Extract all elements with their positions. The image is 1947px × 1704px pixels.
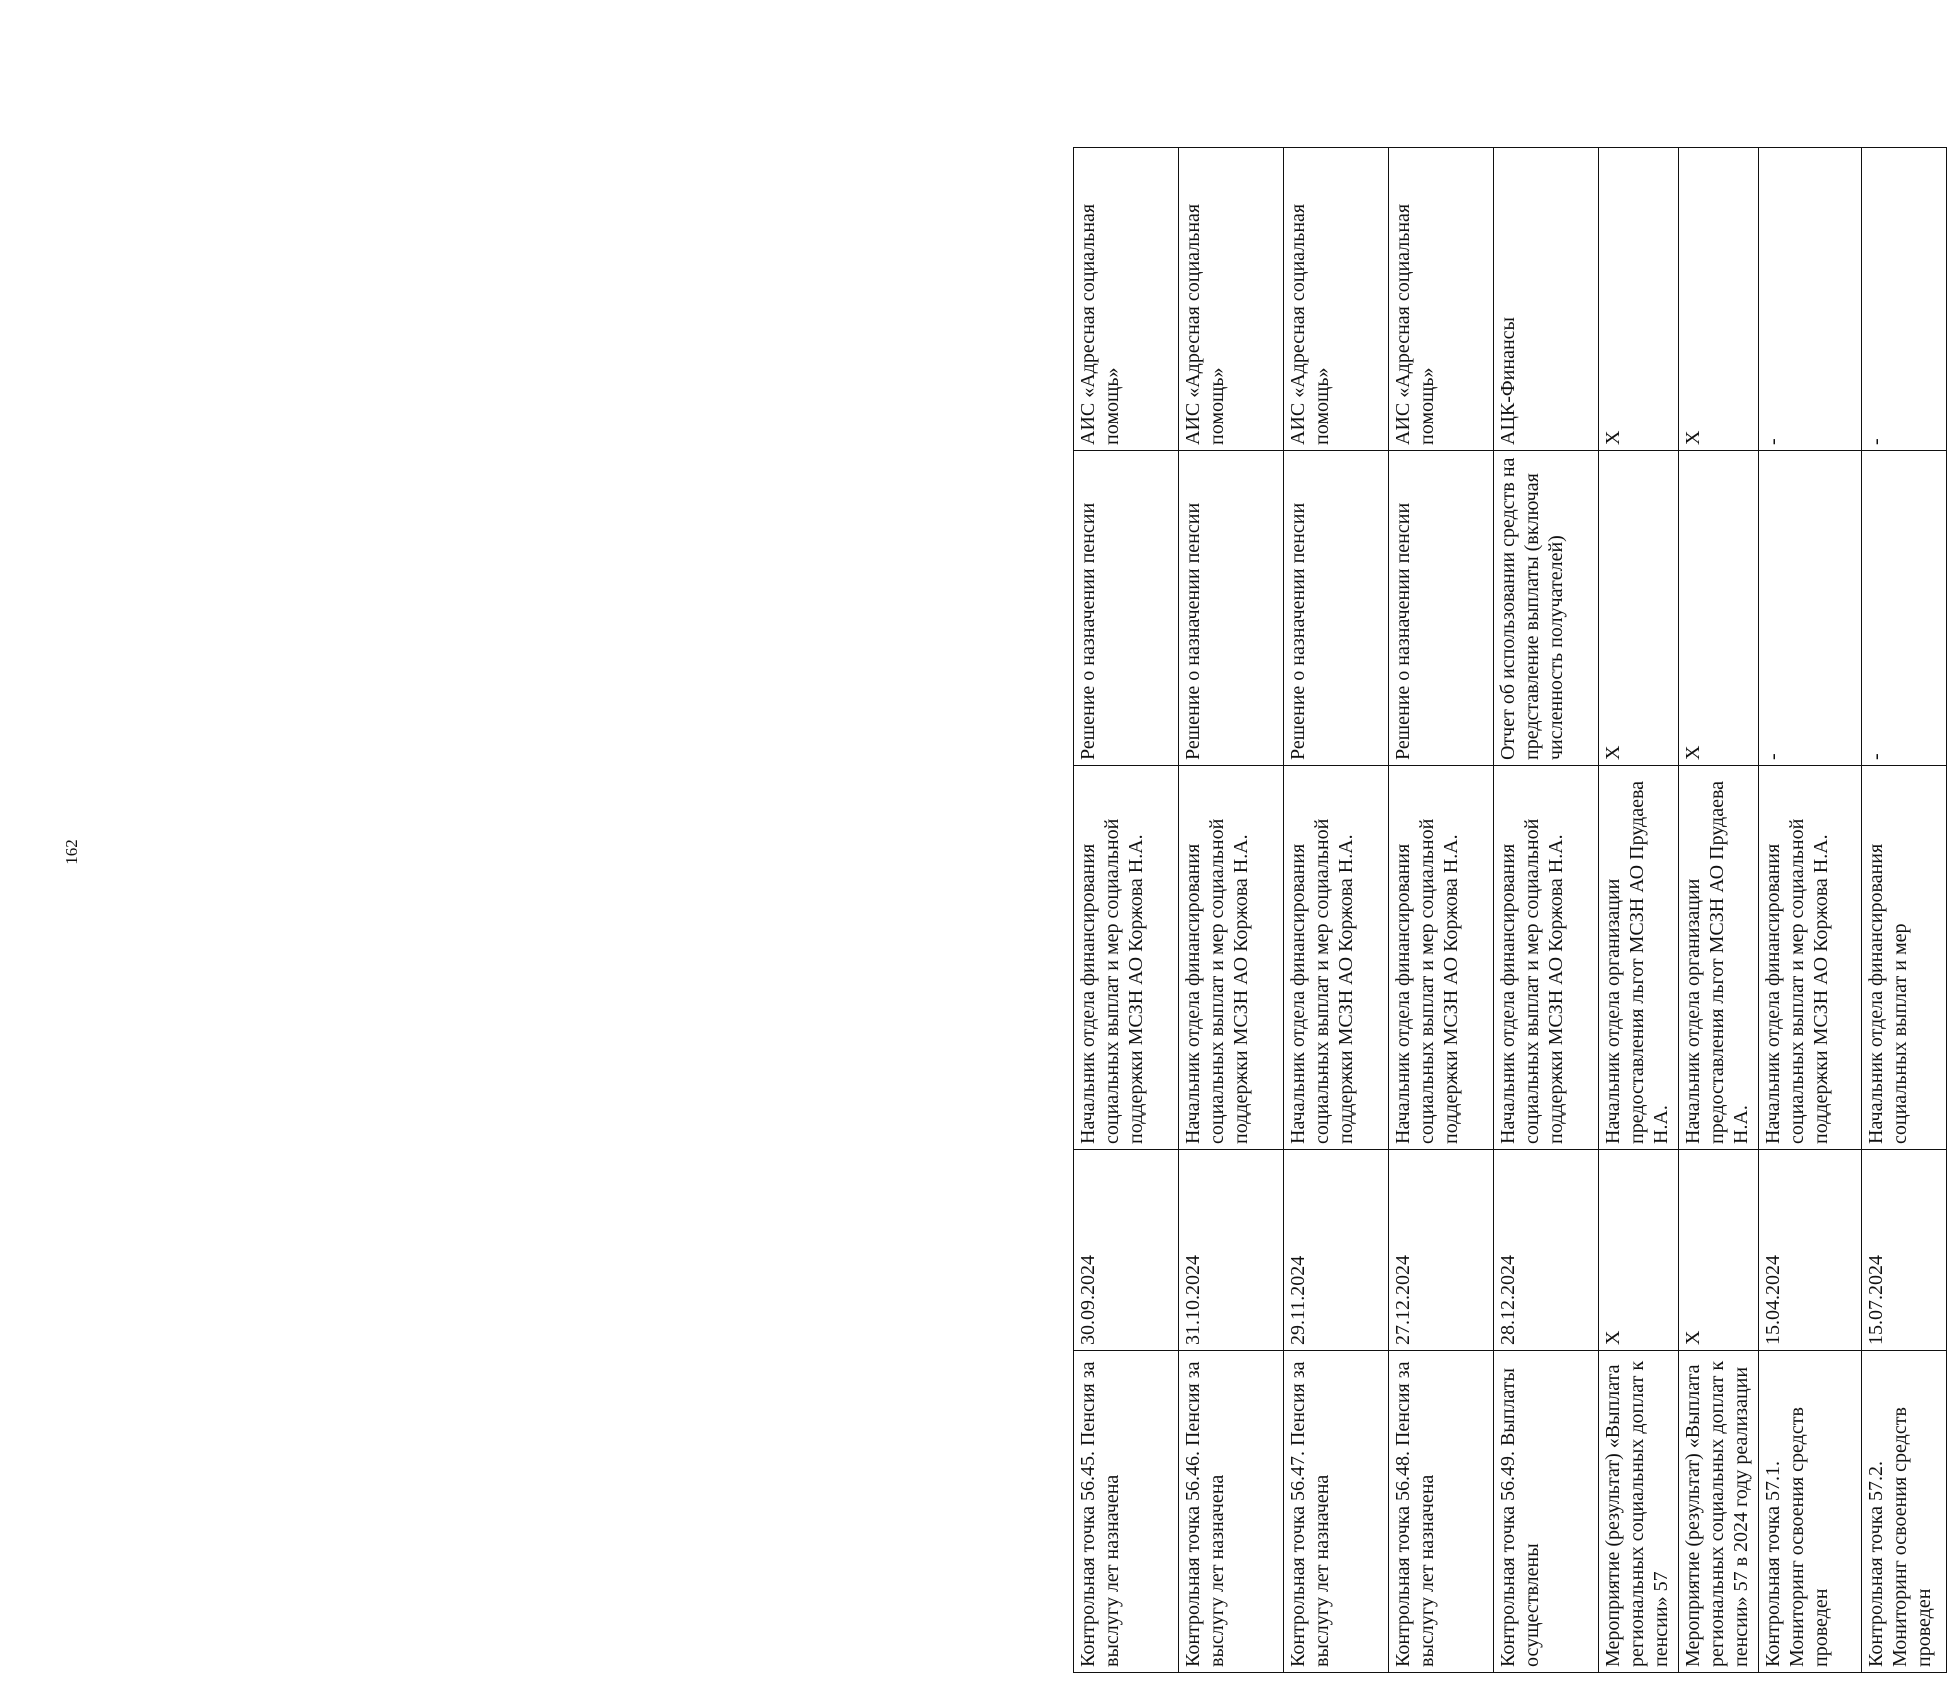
cell-document: - — [1759, 451, 1862, 766]
cell-responsible: Начальник отдела финансирования социальных выплат и мер социальной поддержки МСЗН АО Коржова Н.А. — [1759, 766, 1862, 1150]
cell-system: - — [1862, 148, 1947, 451]
cell-responsible: Начальник отдела финансирования социальных выплат и мер социальной поддержки МСЗН АО Коржова Н.А. — [1179, 766, 1284, 1150]
table-row — [1759, 148, 1862, 1673]
cell-date: 31.10.2024 — [1179, 1150, 1284, 1351]
cell-title: Контрольная точка 57.2. Мониторинг освоения средств проведен — [1862, 1351, 1947, 1673]
cell-date: 28.12.2024 — [1494, 1150, 1599, 1351]
cell-document: Решение о назначении пенсии — [1389, 451, 1494, 766]
cell-date: 15.04.2024 — [1759, 1150, 1862, 1351]
cell-responsible: Начальник отдела финансирования социальных выплат и мер социальной поддержки МСЗН АО Коржова Н.А. — [1074, 766, 1179, 1150]
cell-title: Контрольная точка 56.45. Пенсия за выслугу лет назначена — [1074, 1351, 1179, 1673]
cell-document: X — [1599, 451, 1679, 766]
table-row — [1862, 148, 1947, 1673]
cell-system: X — [1679, 148, 1759, 451]
cell-responsible: Начальник отдела организации предоставления льгот МСЗН АО Прудаева Н.А. — [1679, 766, 1759, 1150]
cell-title: Мероприятие (результат) «Выплата региональных социальных доплат к пенсии» 57 в 2024 году реализации — [1679, 1351, 1759, 1673]
rotated-table-container — [1073, 148, 1946, 1673]
cell-responsible: Начальник отдела финансирования социальных выплат и мер социальной поддержки МСЗН АО Коржова Н.А. — [1284, 766, 1389, 1150]
cell-document: - — [1862, 451, 1947, 766]
cell-system: АЦК-Финансы — [1494, 148, 1599, 451]
cell-title: Контрольная точка 56.49. Выплаты осуществлены — [1494, 1351, 1599, 1673]
cell-responsible: Начальник отдела финансирования социальных выплат и мер социальной поддержки МСЗН АО Коржова Н.А. — [1494, 766, 1599, 1150]
plan-table — [1073, 147, 1947, 1673]
cell-document: Решение о назначении пенсии — [1179, 451, 1284, 766]
cell-system: АИС «Адресная социальная помощь» — [1074, 148, 1179, 451]
cell-date: X — [1679, 1150, 1759, 1351]
cell-date: X — [1599, 1150, 1679, 1351]
cell-system: АИС «Адресная социальная помощь» — [1179, 148, 1284, 451]
cell-date: 27.12.2024 — [1389, 1150, 1494, 1351]
table-row — [1679, 148, 1759, 1673]
cell-title: Контрольная точка 56.48. Пенсия за выслугу лет назначена — [1389, 1351, 1494, 1673]
cell-date: 29.11.2024 — [1284, 1150, 1389, 1351]
table-row — [1494, 148, 1599, 1673]
cell-title: Мероприятие (результат) «Выплата региональных социальных доплат к пенсии» 57 — [1599, 1351, 1679, 1673]
cell-date: 15.07.2024 — [1862, 1150, 1947, 1351]
table-row — [1284, 148, 1389, 1673]
cell-system: X — [1599, 148, 1679, 451]
cell-title: Контрольная точка 56.47. Пенсия за выслугу лет назначена — [1284, 1351, 1389, 1673]
table-row — [1389, 148, 1494, 1673]
cell-document: Отчет об использовании средств на представление выплаты (включая численность получателей) — [1494, 451, 1599, 766]
cell-responsible: Начальник отдела финансирования социальных выплат и мер — [1862, 766, 1947, 1150]
page-number: 162 — [62, 839, 81, 865]
table-row — [1179, 148, 1284, 1673]
cell-document: Решение о назначении пенсии — [1284, 451, 1389, 766]
table-row — [1074, 148, 1179, 1673]
cell-responsible: Начальник отдела финансирования социальных выплат и мер социальной поддержки МСЗН АО Коржова Н.А. — [1389, 766, 1494, 1150]
cell-system: АИС «Адресная социальная помощь» — [1389, 148, 1494, 451]
cell-document: X — [1679, 451, 1759, 766]
cell-document: Решение о назначении пенсии — [1074, 451, 1179, 766]
cell-title: Контрольная точка 57.1. Мониторинг освоения средств проведен — [1759, 1351, 1862, 1673]
cell-responsible: Начальник отдела организации предоставления льгот МСЗН АО Прудаева Н.А. — [1599, 766, 1679, 1150]
cell-date: 30.09.2024 — [1074, 1150, 1179, 1351]
cell-system: АИС «Адресная социальная помощь» — [1284, 148, 1389, 451]
table-row — [1599, 148, 1679, 1673]
cell-title: Контрольная точка 56.46. Пенсия за выслугу лет назначена — [1179, 1351, 1284, 1673]
cell-system: - — [1759, 148, 1862, 451]
